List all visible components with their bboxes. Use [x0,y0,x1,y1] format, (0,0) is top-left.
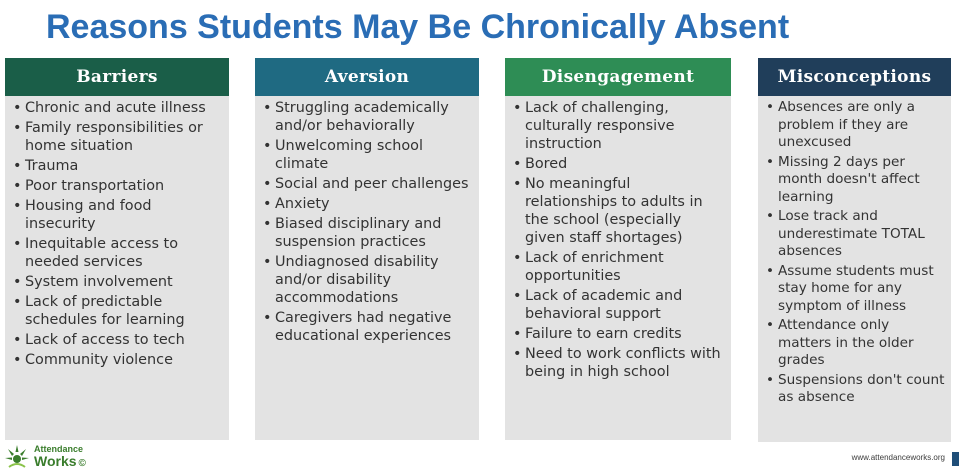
list-item: • Missing 2 days per month doesn't affect learning [766,154,945,207]
list-item: • Lack of enrichment opportunities [513,249,725,285]
list-item: • Poor transportation [13,177,223,195]
column-header-aversion: Aversion [255,58,479,96]
list-item: • Lose track and underestimate TOTAL absences [766,208,945,261]
list-item: • Chronic and acute illness [13,99,223,117]
list-item: • System involvement [13,273,223,291]
list-item: • Assume students must stay home for any symptom of illness [766,263,945,316]
corner-accent [952,452,959,466]
list-item: • Inequitable access to needed services [13,235,223,271]
list-item: • Suspensions don't count as absence [766,372,945,407]
column-misconceptions [758,58,951,442]
list-item: • Lack of access to tech [13,331,223,349]
column-header-barriers: Barriers [5,58,229,96]
list-item: • Struggling academically and/or behaviorally [263,99,473,135]
list-item: • Lack of academic and behavioral support [513,287,725,323]
list-item: • Absences are only a problem if they are unexcused [766,99,945,152]
list-item: • Community violence [13,351,223,369]
list-item: • Need to work conflicts with being in high school [513,345,725,381]
list-item: • Caregivers had negative educational experiences [263,309,473,345]
copyright-mark: © [78,457,86,469]
list-item: • No meaningful relationships to adults in the school (especially given staff shortages) [513,175,725,247]
list-item: • Social and peer challenges [263,175,473,193]
list-item: • Attendance only matters in the older grades [766,317,945,370]
list-item: • Bored [513,155,725,173]
column-header-misconceptions: Misconceptions [758,58,951,96]
column-barriers [5,58,229,440]
list-item: • Undiagnosed disability and/or disability accommodations [263,253,473,307]
attendance-works-logo [4,443,86,469]
sunburst-logo-icon [4,443,30,469]
column-disengagement [505,58,731,440]
page-title: Reasons Students May Be Chronically Absent [46,8,790,46]
list-item: • Failure to earn credits [513,325,725,343]
list-item: • Trauma [13,157,223,175]
logo-text [34,445,86,468]
list-item: • Housing and food insecurity [13,197,223,233]
list-item: • Anxiety [263,195,473,213]
list-item: • Unwelcoming school climate [263,137,473,173]
aversion-list [255,96,479,345]
list-item: • Biased disciplinary and suspension practices [263,215,473,251]
list-item: • Lack of predictable schedules for learning [13,293,223,329]
misconceptions-list [758,96,951,407]
logo-line-1: Attendance [34,443,84,454]
barriers-list [5,96,229,369]
list-item: • Family responsibilities or home situation [13,119,223,155]
column-header-disengagement: Disengagement [505,58,731,96]
logo-line-2: Works [34,452,77,469]
footer-url: www.attendanceworks.org [851,453,945,462]
disengagement-list [505,96,731,381]
column-aversion [255,58,479,440]
list-item: • Lack of challenging, culturally responsive instruction [513,99,725,153]
